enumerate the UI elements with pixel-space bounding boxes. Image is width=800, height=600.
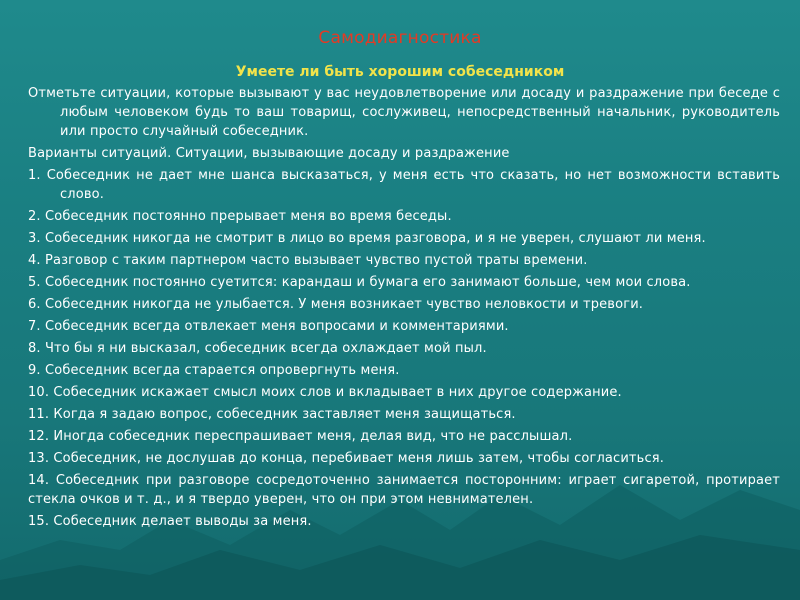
situation-item: 13. Собеседник, не дослушав до конца, перебивает меня лишь затем, чтобы согласиться.: [28, 451, 665, 466]
situation-item: 6. Собеседник никогда не улыбается. У меня возникает чувство неловкости и тревоги.: [28, 297, 644, 312]
intro-paragraph: Отметьте ситуации, которые вызывают у вас неудовлетворение или досаду и раздражение при беседе с любым человеком будь то ваш товарищ, сослуживец, непосредственный начальник, руководитель или просто случайный собеседник.: [28, 86, 780, 139]
situation-item: 9. Собеседник всегда старается опровергнуть меня.: [28, 363, 400, 378]
situation-item: 14. Собеседник при разговоре сосредоточенно занимается посторонним: играет сигаретой, протирает стекла очков и т. д., и я твердо уверен, что он при этом невнимателен.: [28, 473, 780, 507]
situation-item: 7. Собеседник всегда отвлекает меня вопросами и комментариями.: [28, 319, 509, 334]
situation-item: 4. Разговор с таким партнером часто вызывает чувство пустой траты времени.: [28, 253, 588, 268]
situation-item: 5. Собеседник постоянно суетится: карандаш и бумага его занимают больше, чем мои слова.: [28, 275, 691, 290]
variants-heading: Варианты ситуаций. Ситуации, вызывающие досаду и раздражение: [28, 146, 510, 161]
situation-item: 12. Иногда собеседник переспрашивает меня, делая вид, что не расслышал.: [28, 429, 573, 444]
situation-item: 15. Собеседник делает выводы за меня.: [28, 514, 312, 529]
situation-item: 8. Что бы я ни высказал, собеседник всегда охлаждает мой пыл.: [28, 341, 487, 356]
situation-item: 3. Собеседник никогда не смотрит в лицо во время разговора, и я не уверен, слушают ли меня.: [28, 231, 706, 246]
slide-content: [28, 84, 780, 534]
situation-item: 11. Когда я задаю вопрос, собеседник заставляет меня защищаться.: [28, 407, 516, 422]
situation-item: 2. Собеседник постоянно прерывает меня во время беседы.: [28, 209, 452, 224]
situation-item: 1. Собеседник не дает мне шанса высказаться, у меня есть что сказать, но нет возможности вставить слово.: [28, 168, 780, 202]
slide-subtitle: Умеете ли быть хорошим собеседником: [235, 64, 565, 80]
situation-item: 10. Собеседник искажает смысл моих слов и вкладывает в них другое содержание.: [28, 385, 622, 400]
slide-title: Самодиагностика: [318, 28, 482, 48]
